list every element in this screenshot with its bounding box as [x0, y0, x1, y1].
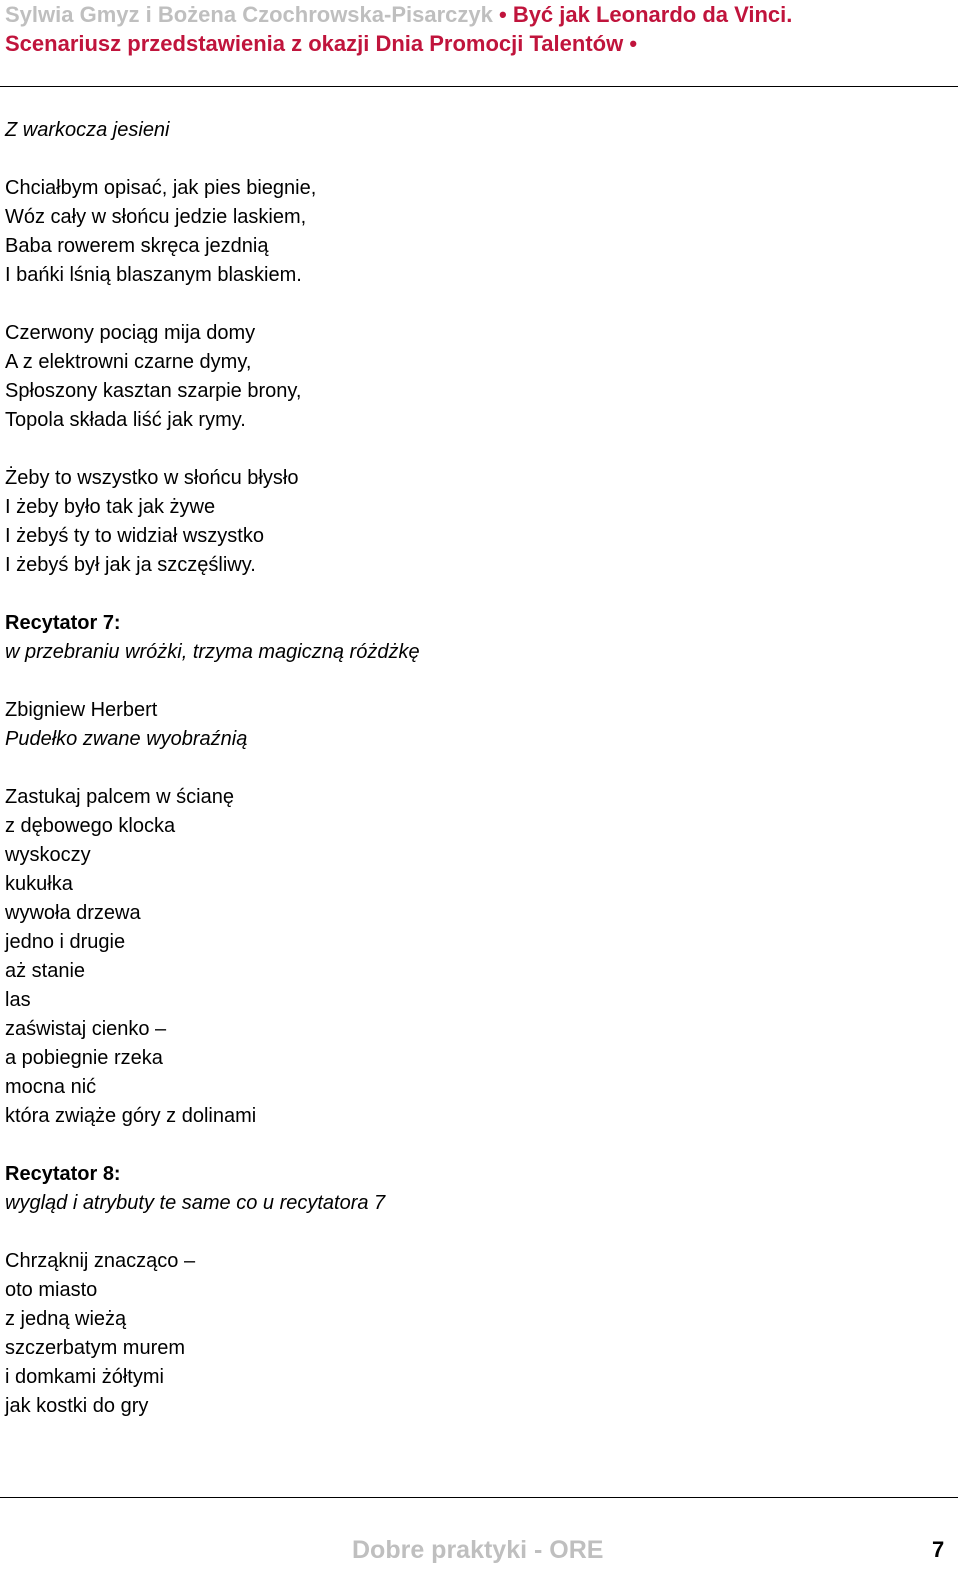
poem1-stanza-2	[5, 319, 935, 435]
poem2-heading	[5, 696, 935, 754]
footer-text: Dobre praktyki - ORE	[352, 1536, 604, 1564]
poem2-author: Zbigniew Herbert	[5, 699, 158, 721]
page-number: 7	[932, 1537, 945, 1562]
reciter7-header	[5, 609, 935, 667]
verse-line: oto miasto	[5, 1279, 98, 1301]
verse-line: wywoła drzewa	[5, 902, 141, 924]
verse-line: i domkami żółtymi	[5, 1366, 164, 1388]
poem2-title: Pudełko zwane wyobraźnią	[5, 728, 248, 750]
poem1-stanza-3	[5, 464, 935, 580]
document-body	[5, 116, 935, 1450]
verse-line: zaświstaj cienko –	[5, 1018, 167, 1040]
footer-divider	[0, 1497, 958, 1498]
verse-line: Chciałbym opisać, jak pies biegnie,	[5, 177, 317, 199]
verse-line: A z elektrowni czarne dymy,	[5, 351, 252, 373]
header-line-2	[5, 29, 955, 59]
verse-line: Zastukaj palcem w ścianę	[5, 786, 234, 808]
verse-line: kukułka	[5, 873, 73, 895]
verse-line: I bańki lśnią blaszanym blaskiem.	[5, 264, 302, 286]
verse-line: szczerbatym murem	[5, 1337, 186, 1359]
verse-line: Czerwony pociąg mija domy	[5, 322, 256, 344]
verse-line: Wóz cały w słońcu jedzie laskiem,	[5, 206, 307, 228]
verse-line: las	[5, 989, 31, 1011]
verse-line: Spłoszony kasztan szarpie brony,	[5, 380, 302, 402]
verse-line: Topola składa liść jak rymy.	[5, 409, 246, 431]
poem3-lines	[5, 1247, 935, 1421]
verse-line: Żeby to wszystko w słońcu błysło	[5, 467, 299, 489]
poem1-title-block	[5, 116, 935, 145]
header-divider	[0, 86, 958, 87]
reciter8-header	[5, 1160, 935, 1218]
verse-line: I żebyś był jak ja szczęśliwy.	[5, 554, 256, 576]
poem1-title: Z warkocza jesieni	[5, 119, 170, 141]
verse-line: z dębowego klocka	[5, 815, 176, 837]
verse-line: wyskoczy	[5, 844, 91, 866]
verse-line: I żebyś ty to widział wszystko	[5, 525, 264, 547]
header-title-part1: Być jak Leonardo da Vinci.	[512, 2, 793, 27]
reciter8-note: wygląd i atrybuty te same co u recytatora 7	[5, 1192, 386, 1214]
page-header	[5, 0, 955, 59]
verse-line: a pobiegnie rzeka	[5, 1047, 163, 1069]
verse-line: która zwiąże góry z dolinami	[5, 1105, 257, 1127]
poem2-lines	[5, 783, 935, 1131]
page-footer	[0, 1532, 960, 1568]
reciter8-label: Recytator 8:	[5, 1163, 121, 1185]
reciter7-label: Recytator 7:	[5, 612, 121, 634]
verse-line: aż stanie	[5, 960, 86, 982]
verse-line: I żeby było tak jak żywe	[5, 496, 216, 518]
reciter7-note: w przebraniu wróżki, trzyma magiczną różdżkę	[5, 641, 420, 663]
verse-line: Baba rowerem skręca jezdnią	[5, 235, 269, 257]
header-line-1	[5, 0, 955, 29]
verse-line: mocna nić	[5, 1076, 97, 1098]
poem1-stanza-1	[5, 174, 935, 290]
header-bullet-end: •	[629, 31, 638, 56]
verse-line: Chrząknij znacząco –	[5, 1250, 196, 1272]
header-authors: Sylwia Gmyz i Bożena Czochrowska-Pisarczyk	[5, 2, 493, 27]
verse-line: z jedną wieżą	[5, 1308, 127, 1330]
header-bullet: •	[498, 2, 507, 27]
verse-line: jedno i drugie	[5, 931, 126, 953]
verse-line: jak kostki do gry	[5, 1395, 149, 1417]
header-title-part2: Scenariusz przedstawienia z okazji Dnia Promocji Talentów	[5, 31, 624, 56]
